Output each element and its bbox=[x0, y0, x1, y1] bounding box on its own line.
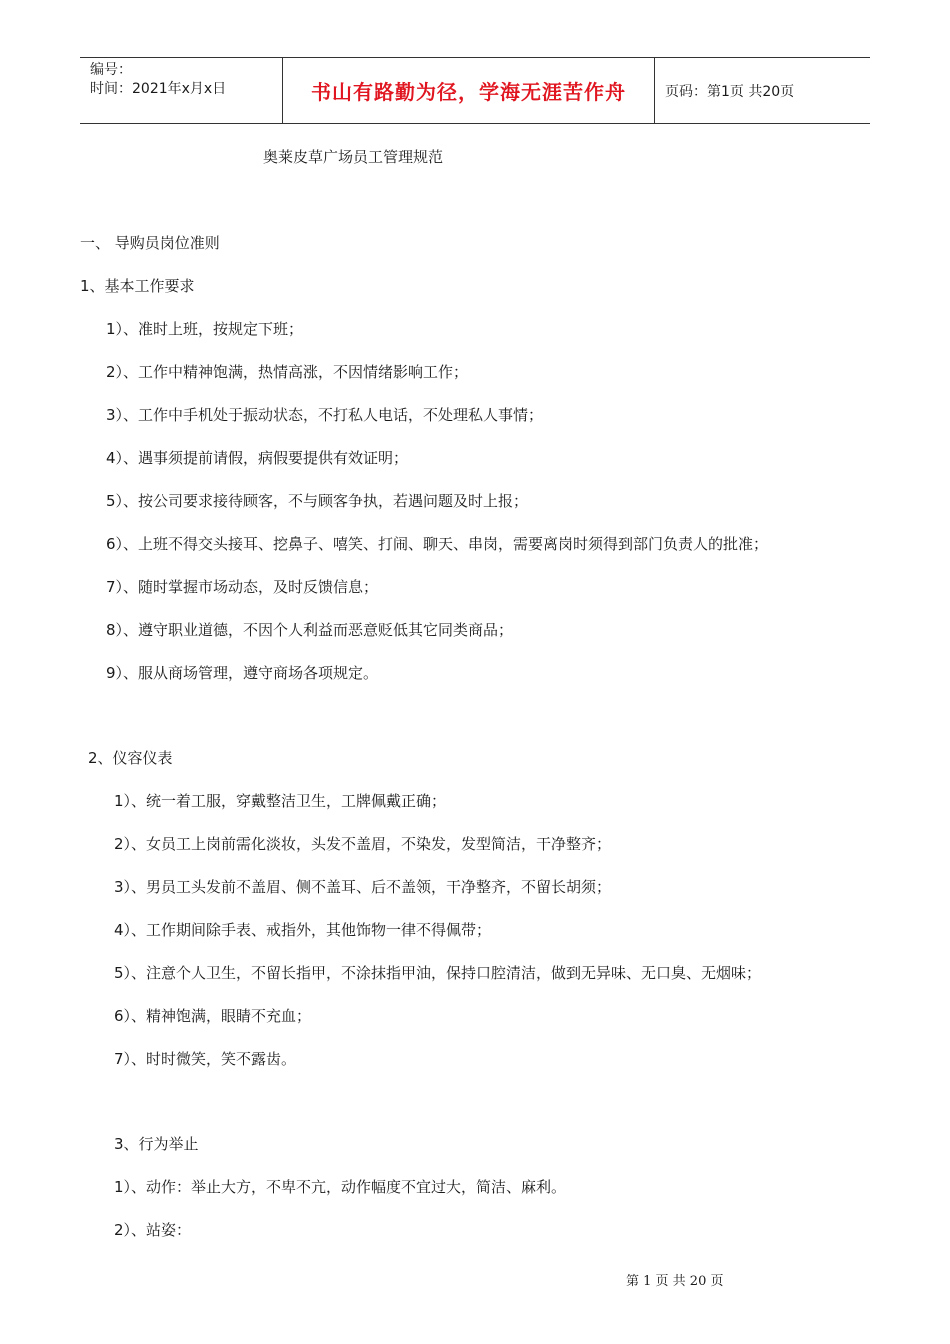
subsection-heading: 2、仪容仪表 bbox=[88, 749, 173, 767]
header-motto: 书山有路勤为径，学海无涯苦作舟 bbox=[311, 80, 626, 104]
list-item: 6）、精神饱满，眼睛不充血； bbox=[114, 1007, 312, 1025]
list-item: 1）、统一着工服，穿戴整洁卫生，工牌佩戴正确； bbox=[114, 792, 447, 810]
list-item: 5）、注意个人卫生，不留长指甲，不涂抹指甲油，保持口腔清洁，做到无异味、无口臭、无烟味； bbox=[114, 964, 762, 982]
header-page-info: 页码：第1页 共20页 bbox=[665, 83, 795, 100]
list-item: 7）、随时掌握市场动态，及时反馈信息； bbox=[106, 578, 379, 596]
header-page-cell bbox=[655, 58, 870, 123]
subsection-heading: 1、基本工作要求 bbox=[80, 277, 195, 295]
list-item: 2）、工作中精神饱满，热情高涨，不因情绪影响工作； bbox=[106, 363, 469, 381]
document-number-label: 编号： bbox=[90, 62, 132, 78]
list-item: 1）、动作：举止大方，不卑不亢，动作幅度不宜过大，简洁、麻利。 bbox=[114, 1178, 567, 1196]
list-item: 9）、服从商场管理，遵守商场各项规定。 bbox=[106, 664, 379, 682]
list-item: 3）、工作中手机处于振动状态，不打私人电话，不处理私人事情； bbox=[106, 406, 544, 424]
list-item: 2）、女员工上岗前需化淡妆，头发不盖眉，不染发，发型简洁，干净整齐； bbox=[114, 835, 612, 853]
subsection-heading: 3、行为举止 bbox=[114, 1135, 199, 1153]
document-title: 奥莱皮草广场员工管理规范 bbox=[263, 148, 444, 166]
header-motto-cell bbox=[283, 58, 655, 123]
list-item: 4）、工作期间除手表、戒指外，其他饰物一律不得佩带； bbox=[114, 921, 492, 939]
page-footer: 第 1 页 共 20 页 bbox=[626, 1274, 724, 1289]
page-header bbox=[80, 57, 870, 124]
list-item: 4）、遇事须提前请假，病假要提供有效证明； bbox=[106, 449, 409, 467]
document-time-label: 时间：2021年x月x日 bbox=[90, 81, 227, 97]
list-item: 1）、准时上班，按规定下班； bbox=[106, 320, 304, 338]
list-item: 2）、站姿： bbox=[114, 1221, 192, 1239]
list-item: 7）、时时微笑，笑不露齿。 bbox=[114, 1050, 297, 1068]
section-heading: 一、 导购员岗位准则 bbox=[80, 234, 220, 252]
list-item: 6）、上班不得交头接耳、挖鼻子、嘻笑、打闹、聊天、串岗，需要离岗时须得到部门负责人的批准； bbox=[106, 535, 769, 553]
header-info-cell bbox=[80, 58, 283, 123]
list-item: 3）、男员工头发前不盖眉、侧不盖耳、后不盖领，干净整齐，不留长胡须； bbox=[114, 878, 612, 896]
list-item: 8）、遵守职业道德，不因个人利益而恶意贬低其它同类商品； bbox=[106, 621, 514, 639]
list-item: 5）、按公司要求接待顾客，不与顾客争执，若遇问题及时上报； bbox=[106, 492, 529, 510]
